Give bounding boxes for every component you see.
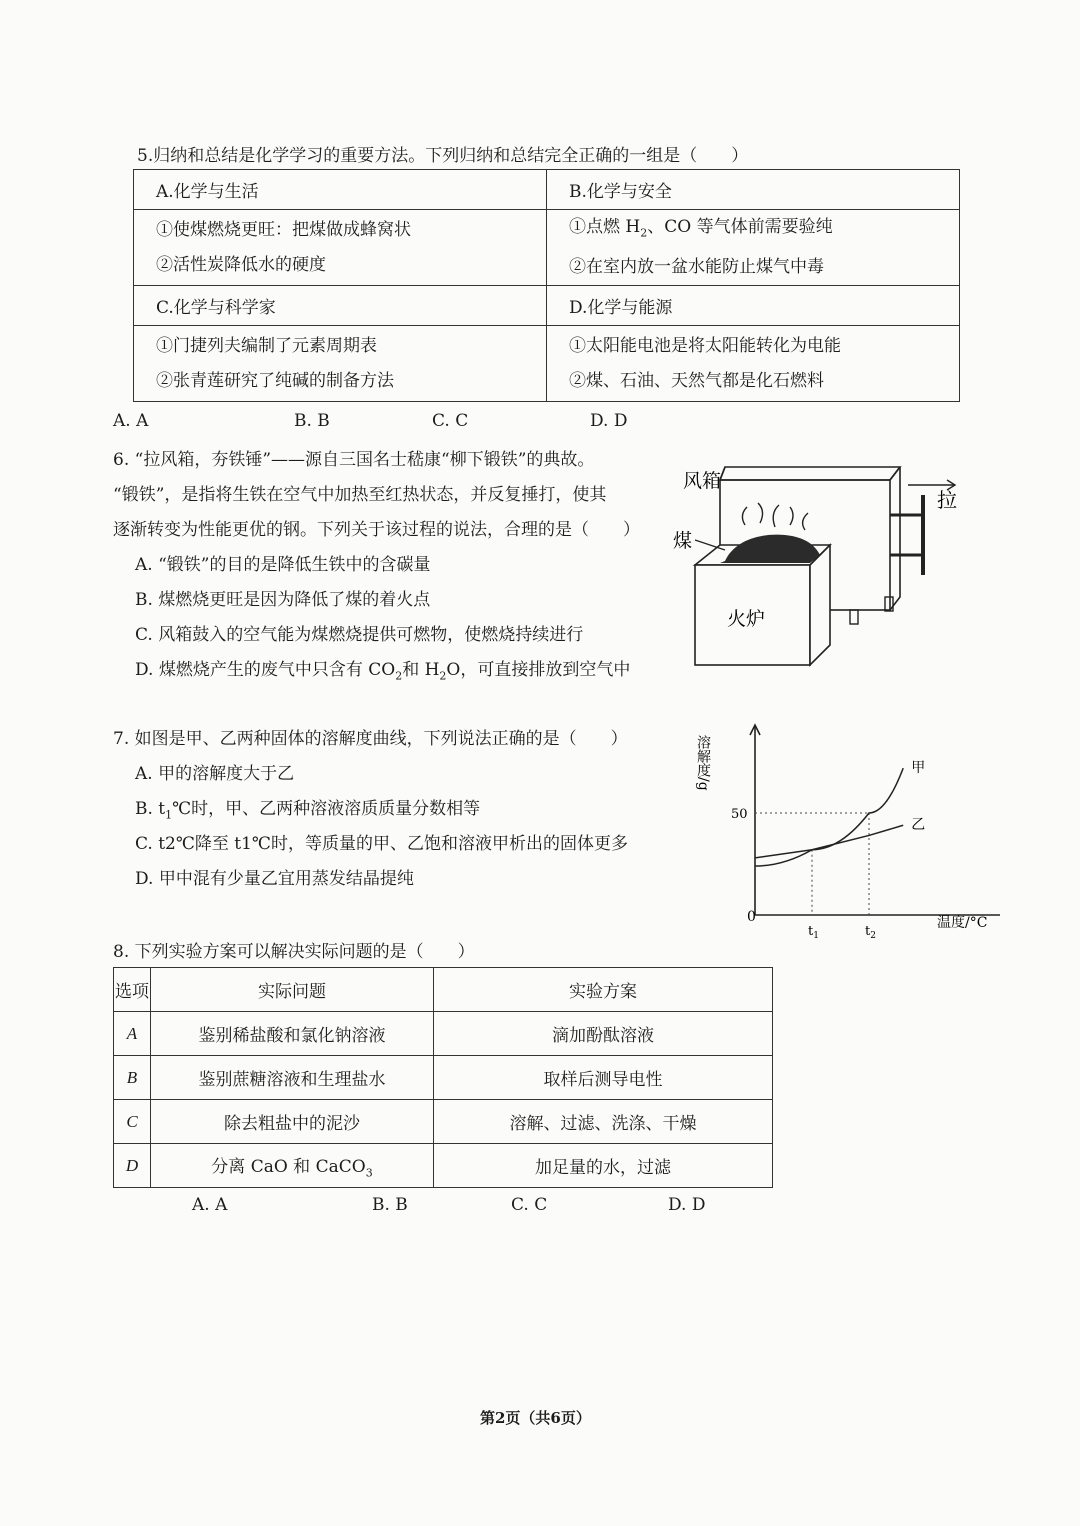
q5-d-head: D.化学与能源	[547, 286, 960, 326]
q5-b-head: B.化学与安全	[547, 170, 960, 210]
q7-option-a: A. 甲的溶解度大于乙	[135, 764, 295, 784]
q5-option-a: A. A	[113, 411, 149, 431]
q8-row-b-plan: 取样后测导电性	[434, 1056, 773, 1100]
q7-option-d: D. 甲中混有少量乙宜用蒸发结晶提纯	[135, 869, 414, 889]
q5-b-item-2: ②在室内放一盆水能防止煤气中毒	[569, 257, 824, 278]
q6-option-b: B. 煤燃烧更旺是因为降低了煤的着火点	[135, 590, 431, 610]
table-row	[114, 1100, 773, 1144]
table-row	[114, 1056, 773, 1100]
q6-stem-line-3: 逐渐转变为性能更优的钢。下列关于该过程的说法，合理的是（ ）	[113, 520, 640, 540]
q8-header-plan: 实验方案	[434, 968, 773, 1012]
q5-a-head: A.化学与生活	[134, 170, 547, 210]
q8-header-problem: 实际问题	[151, 968, 434, 1012]
q8-row-c-plan: 溶解、过滤、洗涤、干燥	[434, 1100, 773, 1144]
q8-row-c-option: C	[114, 1100, 151, 1144]
label-pull: 拉	[937, 488, 957, 512]
q8-header-option: 选项	[114, 968, 151, 1012]
label-furnace: 火炉	[727, 608, 766, 630]
q8-option-a: A. A	[192, 1195, 228, 1215]
q8-row-d-problem: 分离 CaO 和 CaCO$_3$	[151, 1144, 434, 1188]
label-bellows: 风箱	[683, 470, 722, 492]
q6-stem-line-1: 6. “拉风箱，夯铁锤”——源自三国名士嵇康“柳下锻铁”的典故。	[113, 450, 595, 470]
x-tick-t1: $t_1$	[808, 924, 819, 941]
q7-option-b: B. $t_1℃$时，甲、乙两种溶液溶质质量分数相等	[135, 799, 481, 822]
solubility-chart	[695, 715, 1005, 941]
q8-option-b: B. B	[372, 1195, 408, 1215]
origin-label: 0	[747, 909, 756, 925]
q8-option-d: D. D	[668, 1195, 706, 1215]
series-label-乙: 乙	[911, 817, 926, 834]
series-line-甲	[755, 768, 903, 866]
label-coal: 煤	[673, 530, 693, 552]
bellows-top	[720, 467, 900, 480]
q5-a-item-2: ②活性炭降低水的硬度	[156, 254, 326, 275]
q8-row-c-problem: 除去粗盐中的泥沙	[151, 1100, 434, 1144]
q6-option-a: A. “锻铁”的目的是降低生铁中的含碳量	[135, 555, 431, 575]
q8-row-a-plan: 滴加酚酞溶液	[434, 1012, 773, 1056]
q8-stem: 8. 下列实验方案可以解决实际问题的是（ ）	[113, 942, 475, 962]
table-row	[114, 1012, 773, 1056]
q8-row-b-problem: 鉴别蔗糖溶液和生理盐水	[151, 1056, 434, 1100]
q8-row-a-problem: 鉴别稀盐酸和氯化钠溶液	[151, 1012, 434, 1056]
q8-option-c: C. C	[511, 1195, 548, 1215]
q5-stem: 5.归纳和总结是化学学习的重要方法。下列归纳和总结完全正确的一组是（ ）	[137, 146, 749, 166]
coal-pile	[720, 535, 820, 563]
q7-stem: 7. 如图是甲、乙两种固体的溶解度曲线，下列说法正确的是（ ）	[113, 729, 628, 749]
y-axis-label: 溶解度/g	[695, 735, 711, 791]
q7-option-c: C. t2℃降至 t1℃时，等质量的甲、乙饱和溶液甲析出的固体更多	[135, 834, 628, 854]
page-footer: 第2页（共6页）	[480, 1409, 591, 1427]
q5-c-item-1: ①门捷列夫编制了元素周期表	[156, 335, 377, 356]
x-tick-t2: $t_2$	[865, 924, 876, 941]
series-label-甲: 甲	[911, 760, 926, 777]
q5-b-body	[547, 210, 960, 286]
y-tick-50: 50	[731, 807, 748, 822]
x-axis-label: 温度/°C	[937, 915, 988, 931]
q5-a-item-1: ①使煤燃烧更旺：把煤做成蜂窝状	[156, 219, 411, 240]
q5-c-body	[134, 326, 547, 402]
q6-stem-line-2: “锻铁”，是指将生铁在空气中加热至红热状态，并反复捶打，使其	[113, 485, 607, 505]
q5-c-item-2: ②张青莲研究了纯碱的制备方法	[156, 370, 394, 391]
q8-row-a-option: A	[114, 1012, 151, 1056]
table-row	[114, 1144, 773, 1188]
q6-option-c: C. 风箱鼓入的空气能为煤燃烧提供可燃物，使燃烧持续进行	[135, 625, 584, 645]
q5-option-c: C. C	[432, 411, 469, 431]
q5-b-item-1: ①点燃 $H_2$、CO 等气体前需要验纯	[569, 217, 833, 240]
q5-option-d: D. D	[590, 411, 628, 431]
q5-a-body	[134, 210, 547, 286]
q8-row-d-option: D	[114, 1144, 151, 1188]
series-line-乙	[755, 825, 903, 858]
q5-d-body	[547, 326, 960, 402]
q8-table	[113, 967, 773, 1188]
q5-table	[133, 169, 960, 402]
q5-d-item-1: ①太阳能电池是将太阳能转化为电能	[569, 335, 841, 356]
q8-row-d-plan: 加足量的水，过滤	[434, 1144, 773, 1188]
q6-option-d: D. 煤燃烧产生的废气中只含有 $CO_2$和 $H_2O$，可直接排放到空气中	[135, 660, 631, 683]
q8-row-b-option: B	[114, 1056, 151, 1100]
flame-lines	[742, 503, 808, 530]
furnace-figure	[665, 455, 965, 675]
q5-c-head: C.化学与科学家	[134, 286, 547, 326]
q5-option-b: B. B	[294, 411, 330, 431]
q5-d-item-2: ②煤、石油、天然气都是化石燃料	[569, 370, 824, 391]
